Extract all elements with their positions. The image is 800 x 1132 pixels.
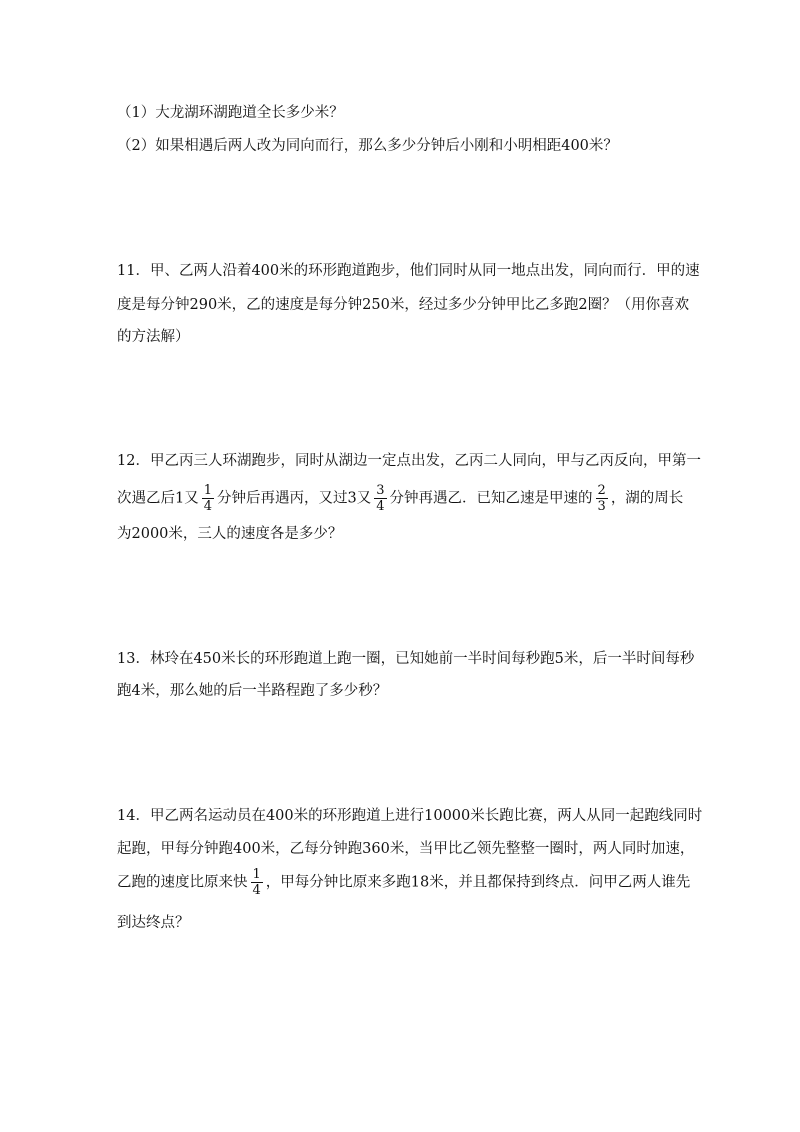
fraction-denominator: 4: [376, 499, 385, 514]
fraction-numerator: 3: [376, 483, 385, 498]
q12-line3: 为2000米，三人的速度各是多少？: [117, 526, 343, 542]
q14-line4: 到达终点？: [117, 915, 190, 931]
fraction-numerator: 1: [203, 483, 213, 498]
q12-line2: [117, 483, 683, 514]
q12-line2-part-b: 分钟后再遇丙，又过3又: [217, 490, 372, 507]
fraction-one-quarter: [202, 483, 214, 514]
fraction-numerator: 1: [252, 867, 261, 882]
q14-line1: 14．甲乙两名运动员在400米的环形跑道上进行10000米长跑比赛，两人从同一起跑线同时: [117, 808, 703, 824]
fraction-denominator: 4: [203, 499, 213, 514]
q14-line3-part-b: ，甲每分钟比原来多跑18米，并且都保持到终点．问甲乙两人谁先: [265, 874, 691, 891]
q13-line1: 13．林玲在450米长的环形跑道上跑一圈，已知她前一半时间每秒跑5米，后一半时间每秒: [117, 651, 695, 667]
q14-line2: 起跑，甲每分钟跑400米，乙每分钟跑360米，当甲比乙领先整整一圈时，两人同时加速，: [117, 841, 695, 857]
fraction-one-quarter: [251, 867, 263, 898]
fraction-denominator: 3: [597, 499, 606, 514]
fraction-three-quarters: [374, 483, 386, 514]
q10-sub2: （2）如果相遇后两人改为同向而行，那么多少分钟后小刚和小明相距400米？: [117, 138, 618, 154]
q11-line1: 11．甲、乙两人沿着400米的环形跑道跑步，他们同时从同一地点出发，同向而行．甲的速: [117, 263, 700, 279]
q14-line3: [117, 867, 690, 898]
q14-line3-part-a: 乙跑的速度比原来快: [117, 874, 248, 891]
q13-line2: 跑4米，那么她的后一半路程跑了多少秒？: [117, 683, 388, 699]
q12-line2-part-c: 分钟再遇乙．已知乙速是甲速的: [389, 490, 593, 507]
fraction-two-thirds: [596, 483, 608, 514]
q12-line1: 12．甲乙丙三人环湖跑步，同时从湖边一定点出发，乙丙二人同向，甲与乙丙反向，甲第一: [117, 453, 701, 469]
q12-line2-part-a: 次遇乙后1又: [117, 490, 199, 507]
fraction-denominator: 4: [252, 883, 261, 898]
q11-line3: 的方法解）: [117, 329, 190, 345]
fraction-numerator: 2: [597, 483, 606, 498]
q10-sub1: （1）大龙湖环湖跑道全长多少米？: [117, 105, 344, 121]
q11-line2: 度是每分钟290米，乙的速度是每分钟250米，经过多少分钟甲比乙多跑2圈？（用你喜欢: [117, 297, 690, 313]
q12-line2-part-d: ，湖的周长: [610, 490, 684, 507]
